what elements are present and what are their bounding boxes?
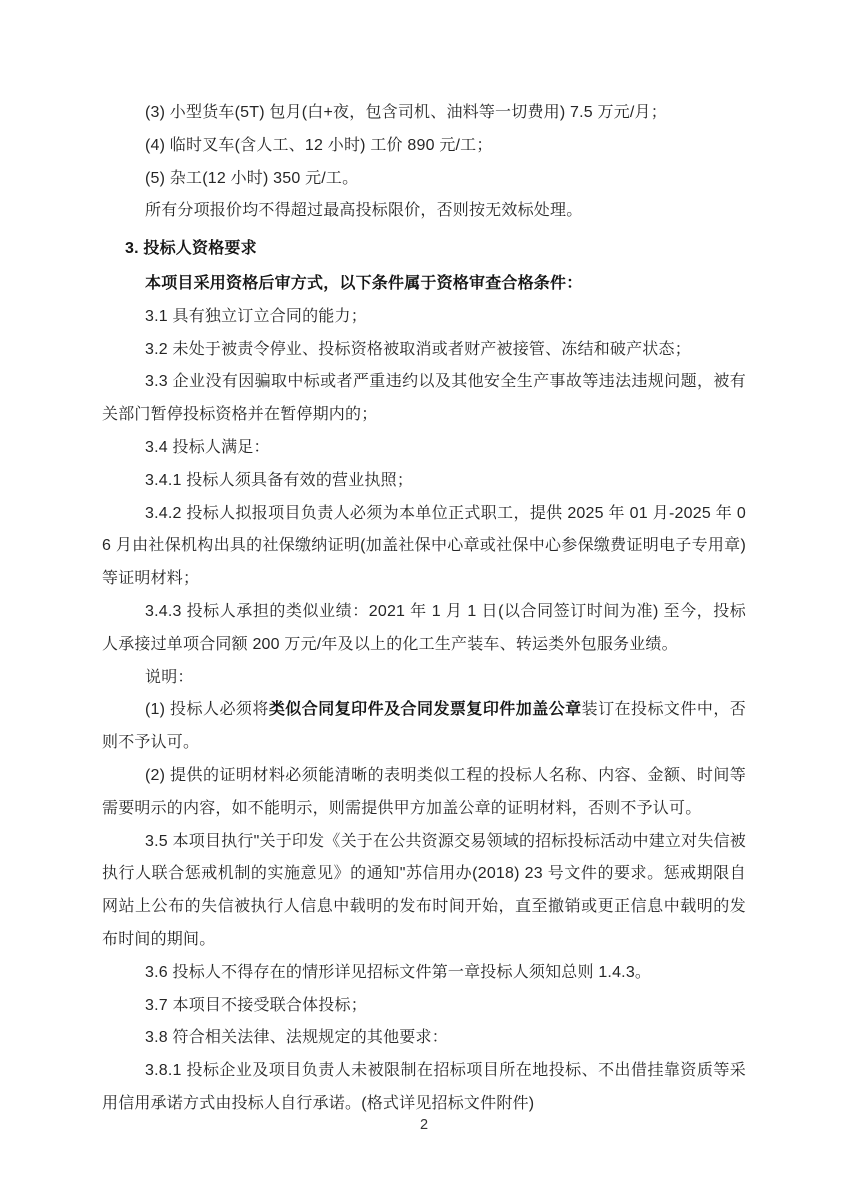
text-run: 3.7 本项目不接受联合体投标； — [145, 996, 367, 1014]
paragraph — [102, 662, 746, 695]
text-run: 3. 投标人资格要求 — [125, 240, 257, 258]
section-heading — [102, 233, 746, 266]
text-run: 3.8 符合相关法律、法规规定的其他要求： — [145, 1029, 448, 1047]
bold-text-run: 类似合同复印件及合同发票复印件加盖公章 — [268, 701, 582, 719]
text-run: 说明： — [145, 668, 194, 686]
paragraph — [102, 195, 746, 228]
paragraph — [102, 334, 746, 367]
paragraph — [102, 163, 746, 196]
paragraph — [102, 1022, 746, 1055]
text-run: 本项目采用资格后审方式，以下条件属于资格审查合格条件： — [145, 274, 583, 292]
paragraph — [102, 366, 746, 432]
text-run: (2) 提供的证明材料必须能清晰的表明类似工程的投标人名称、内容、金额、时间等需要明示的内容，如不能明示，则需提供甲方加盖公章的证明材料，否则不予认可。 — [102, 766, 746, 817]
paragraph — [102, 130, 746, 163]
paragraph — [102, 301, 746, 334]
paragraph — [102, 432, 746, 465]
text-run: 3.8.1 投标企业及项目负责人未被限制在招标项目所在地投标、不出借挂靠资质等采用信用承诺方式由投标人自行承诺。(格式详见招标文件附件) — [102, 1062, 746, 1112]
paragraph — [102, 990, 746, 1023]
text-run: 3.6 投标人不得存在的情形详见招标文件第一章投标人须知总则 1.4.3。 — [145, 963, 652, 981]
paragraph — [102, 97, 746, 130]
paragraph — [102, 1055, 746, 1121]
paragraph — [102, 826, 746, 957]
text-run: (1) 投标人必须将 — [145, 701, 269, 719]
paragraph — [102, 465, 746, 498]
text-run: 3.4.3 投标人承担的类似业绩：2021 年 1 月 1 日(以合同签订时间为准) 至今，投标人承接过单项合同额 200 万元/年及以上的化工生产装车、转运类外包服务业绩。 — [102, 602, 746, 653]
page-number: 2 — [419, 1117, 429, 1133]
paragraph — [102, 957, 746, 990]
text-run: (5) 杂工(12 小时) 350 元/工。 — [145, 169, 359, 187]
text-run: 3.4.1 投标人须具备有效的营业执照； — [145, 471, 414, 489]
document-content — [102, 97, 746, 1121]
text-run: 装订在投标文件中，否则不予认可。 — [102, 701, 746, 752]
paragraph — [102, 498, 746, 596]
paragraph — [102, 268, 746, 301]
text-run: 3.5 本项目执行"关于印发《关于在公共资源交易领域的招标投标活动中建立对失信被执行人联合惩戒机制的实施意见》的通知"苏信用办(2018) 23 号文件的要求。惩戒期限自网站上公布的失信被执行人信息中载明的发布时间开始，直至撤销或更正信息中载明的发布时间的期间。 — [102, 832, 746, 948]
page-footer — [0, 1116, 848, 1134]
paragraph — [102, 760, 746, 826]
text-run: 所有分项报价均不得超过最高投标限价，否则按无效标处理。 — [145, 202, 583, 220]
paragraph — [102, 694, 746, 760]
text-run: (3) 小型货车(5T) 包月(白+夜，包含司机、油料等一切费用) 7.5 万元/月； — [145, 104, 667, 121]
text-run: (4) 临时叉车(含人工、12 小时) 工价 890 元/工； — [145, 136, 493, 154]
text-run: 3.4.2 投标人拟报项目负责人必须为本单位正式职工，提供 2025 年 01 月-2025 年 06 月由社保机构出具的社保缴纳证明(加盖社保中心章或社保中心参保缴费证明电子专用章) 等证明材料； — [102, 504, 746, 588]
paragraph — [102, 596, 746, 662]
text-run: 3.2 未处于被责令停业、投标资格被取消或者财产被接管、冻结和破产状态； — [145, 340, 691, 358]
text-run: 3.3 企业没有因骗取中标或者严重违约以及其他安全生产事故等违法违规问题，被有关部门暂停投标资格并在暂停期内的； — [102, 373, 746, 424]
text-run: 3.4 投标人满足： — [145, 438, 270, 456]
text-run: 3.1 具有独立订立合同的能力； — [145, 307, 367, 325]
